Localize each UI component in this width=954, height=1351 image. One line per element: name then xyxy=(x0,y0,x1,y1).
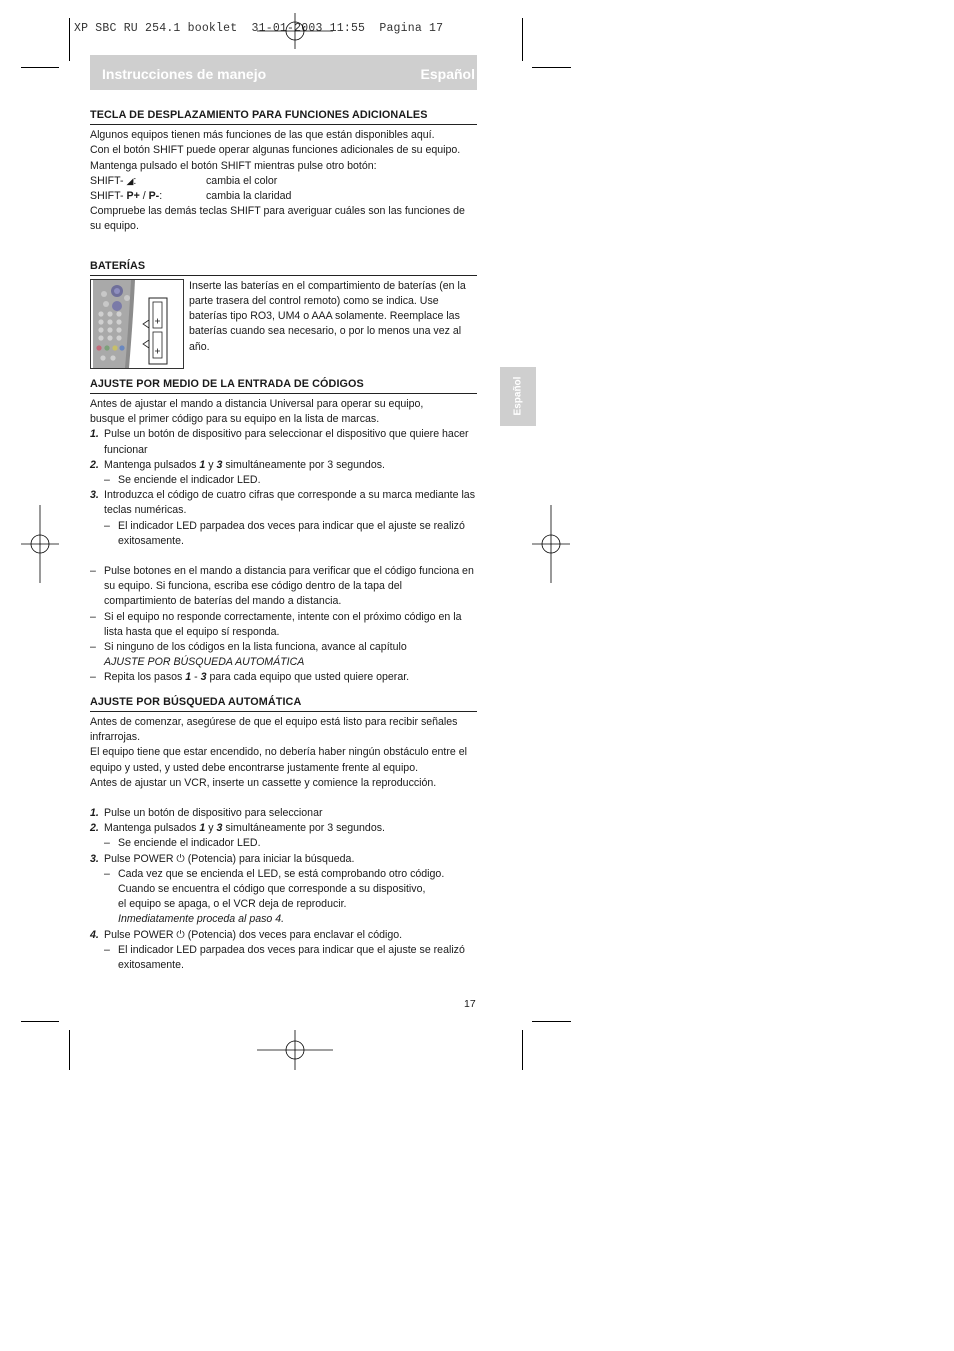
step-text: Pulse un botón de dispositivo para seleccionar xyxy=(104,806,323,819)
header-language: Español xyxy=(420,66,475,82)
dash-marker: – xyxy=(90,610,96,623)
note-item xyxy=(90,564,477,610)
step-text xyxy=(104,458,477,473)
sub-text: Se enciende el indicador LED. xyxy=(118,474,261,487)
note-text: Pulse botones en el mando a distancia para verificar que el código funciona en su equipo. Si funciona, escriba ese código dentro de la tapa del compartimiento de baterías del mando a distancia. xyxy=(104,565,474,608)
paragraph: Compruebe las demás teclas SHIFT para averiguar cuáles son las funciones de su equipo. xyxy=(90,205,465,233)
sub-text: Se enciende el indicador LED. xyxy=(118,837,261,850)
dash-marker: – xyxy=(104,867,110,880)
step-text: Pulse POWER ⏻ (Potencia) dos veces para enclavar el código. xyxy=(104,928,403,941)
remote-control-icon xyxy=(91,280,183,368)
shift-brightness-value: cambia la claridad xyxy=(206,190,292,203)
dash-marker: – xyxy=(104,519,110,532)
text-run: - xyxy=(191,671,201,684)
crop-mark xyxy=(21,1021,59,1022)
step-item xyxy=(90,928,477,943)
sub-text: El indicador LED parpadea dos veces para indicar que el ajuste se realizó exitosamente. xyxy=(118,943,465,971)
battery-block xyxy=(90,279,477,369)
page-header xyxy=(90,55,477,90)
text-run: simultáneamente por 3 segundos. xyxy=(222,822,385,835)
sub-text: El indicador LED parpadea dos veces para indicar que el ajuste se realizó exitosamente. xyxy=(118,519,465,547)
text-run: Cada vez que se encienda el LED, se está comprobando otro código. xyxy=(118,867,445,880)
note-text xyxy=(104,670,477,685)
text-run: simultáneamente por 3 segundos. xyxy=(222,458,385,471)
sub-item xyxy=(90,836,477,851)
crop-mark xyxy=(21,67,59,68)
step-item xyxy=(90,488,477,518)
note-item xyxy=(90,640,477,670)
crop-mark xyxy=(522,1030,523,1070)
language-side-tab xyxy=(500,367,536,426)
crop-mark xyxy=(532,67,571,68)
side-tab-label: Español xyxy=(512,376,524,416)
text-run: Mantenga pulsados xyxy=(104,822,200,835)
shift-brightness-row xyxy=(90,189,477,204)
key-number: 1 xyxy=(199,458,206,471)
text-run: Cuando se encuentra el código que corresponde a su dispositivo, xyxy=(118,882,426,895)
section-title-auto-search: AJUSTE POR BÚSQUEDA AUTOMÁTICA xyxy=(90,695,477,712)
shift-label: SHIFT- xyxy=(90,174,127,187)
text-run: Repita los pasos xyxy=(104,671,186,684)
text-run: Mantenga pulsados xyxy=(104,458,200,471)
chapter-reference: AJUSTE POR BÚSQUEDA AUTOMÁTICA xyxy=(104,656,305,669)
step-text xyxy=(104,821,477,836)
colon: : xyxy=(133,174,137,187)
step-number: 1. xyxy=(90,806,99,819)
program-down-key: P- xyxy=(148,190,160,203)
paragraph: Antes de ajustar un VCR, inserte un cassette y comience la reproducción. xyxy=(90,776,437,789)
dash-marker: – xyxy=(104,474,110,487)
colon: : xyxy=(159,190,163,203)
note-text: Si el equipo no responde correctamente, intente con el próximo código en la lista hasta que el equipo sí responda. xyxy=(104,610,462,638)
shift-label: SHIFT- xyxy=(90,190,127,203)
paragraph: Con el botón SHIFT puede operar algunas funciones adicionales de su equipo. xyxy=(90,144,461,157)
step-number: 2. xyxy=(90,822,99,835)
remote-battery-illustration xyxy=(90,279,184,369)
shift-color-value: cambia el color xyxy=(206,174,278,187)
step-item xyxy=(90,852,477,867)
step-number: 3. xyxy=(90,852,99,865)
key-number: 1 xyxy=(199,822,206,835)
note-text xyxy=(104,640,477,670)
step-item xyxy=(90,806,477,821)
registration-mark-right xyxy=(532,505,570,583)
step-text: Pulse POWER ⏻ (Potencia) para iniciar la búsqueda. xyxy=(104,852,355,865)
step-number: 4. xyxy=(90,928,99,941)
dash-marker: – xyxy=(104,837,110,850)
section-title-code-entry: AJUSTE POR MEDIO DE LA ENTRADA DE CÓDIGOS xyxy=(90,377,477,394)
step-ref: 3 xyxy=(200,671,207,684)
separator: / xyxy=(139,190,149,203)
sub-item xyxy=(90,943,477,973)
paragraph: Mantenga pulsado el botón SHIFT mientras pulse otro botón: xyxy=(90,159,377,172)
sub-text xyxy=(118,867,477,928)
text-run: el equipo se apaga, o el VCR deja de reproducir. xyxy=(118,898,347,911)
header-title: Instrucciones de manejo xyxy=(102,66,267,82)
dash-marker: – xyxy=(90,641,96,654)
shift-color-row xyxy=(90,174,477,189)
step-number: 3. xyxy=(90,489,99,502)
text-run: Inmediatamente proceda al paso 4. xyxy=(118,913,285,926)
step-item xyxy=(90,821,477,836)
section-title-shift: TECLA DE DESPLAZAMIENTO PARA FUNCIONES ADICIONALES xyxy=(90,108,477,125)
step-ref: 1 xyxy=(185,671,192,684)
section-title-batteries: BATERÍAS xyxy=(90,259,477,276)
text-run: Si ninguno de los códigos en la lista funciona, avance al capítulo xyxy=(104,641,407,654)
step-text: Introduzca el código de cuatro cifras que corresponde a su marca mediante las teclas numéricas. xyxy=(104,489,475,517)
step-item xyxy=(90,427,477,457)
dash-marker: – xyxy=(104,943,110,956)
text-run: y xyxy=(205,458,217,471)
key-number: 3 xyxy=(216,822,223,835)
program-up-key: P+ xyxy=(126,190,140,203)
registration-mark-bottom xyxy=(257,1030,333,1070)
registration-mark-left xyxy=(21,505,59,583)
crop-mark xyxy=(522,18,523,61)
paragraph: Algunos equipos tienen más funciones de las que están disponibles aquí. xyxy=(90,129,435,142)
crop-mark xyxy=(69,18,70,61)
step-number: 2. xyxy=(90,458,99,471)
paragraph: Antes de comenzar, asegúrese de que el equipo está listo para recibir señales infrarrojas. xyxy=(90,715,458,744)
page-content xyxy=(90,108,477,973)
sub-item xyxy=(90,473,477,488)
dash-marker: – xyxy=(90,671,96,684)
step-item xyxy=(90,458,477,473)
paragraph: El equipo tiene que estar encendido, no debería haber ningún obstáculo entre el equipo y usted, y usted debe encontrarse justamente frente al equipo. xyxy=(90,746,467,774)
battery-instructions: Inserte las baterías en el compartimiento de baterías (en la parte trasera del control remoto) como se indica. Use baterías tipo RO3, UM4 o AAA solamente. Reemplace las baterías cuando sea necesario, o por lo menos una vez al año. xyxy=(189,279,466,353)
registration-mark-top xyxy=(257,13,333,49)
sub-item xyxy=(90,519,477,549)
text-run: para cada equipo que usted quiere operar. xyxy=(206,671,410,684)
key-number: 3 xyxy=(216,458,223,471)
note-item xyxy=(90,610,477,640)
step-text: Pulse un botón de dispositivo para seleccionar el dispositivo que quiere hacer funcionar xyxy=(104,428,469,456)
note-item xyxy=(90,670,477,685)
step-number: 1. xyxy=(90,428,99,441)
color-key-icon: ◢ xyxy=(126,175,134,186)
paragraph: Antes de ajustar el mando a distancia Universal para operar su equipo, xyxy=(90,398,424,411)
print-slug: XP SBC RU 254.1 booklet 31-01-2003 11:55 Pagina 17 xyxy=(74,22,444,35)
page-number: 17 xyxy=(464,998,476,1010)
paragraph: busque el primer código para su equipo en la lista de marcas. xyxy=(90,413,380,426)
crop-mark xyxy=(69,1030,70,1070)
text-run: y xyxy=(205,822,217,835)
sub-item xyxy=(90,867,477,928)
dash-marker: – xyxy=(90,565,96,578)
crop-mark xyxy=(532,1021,571,1022)
